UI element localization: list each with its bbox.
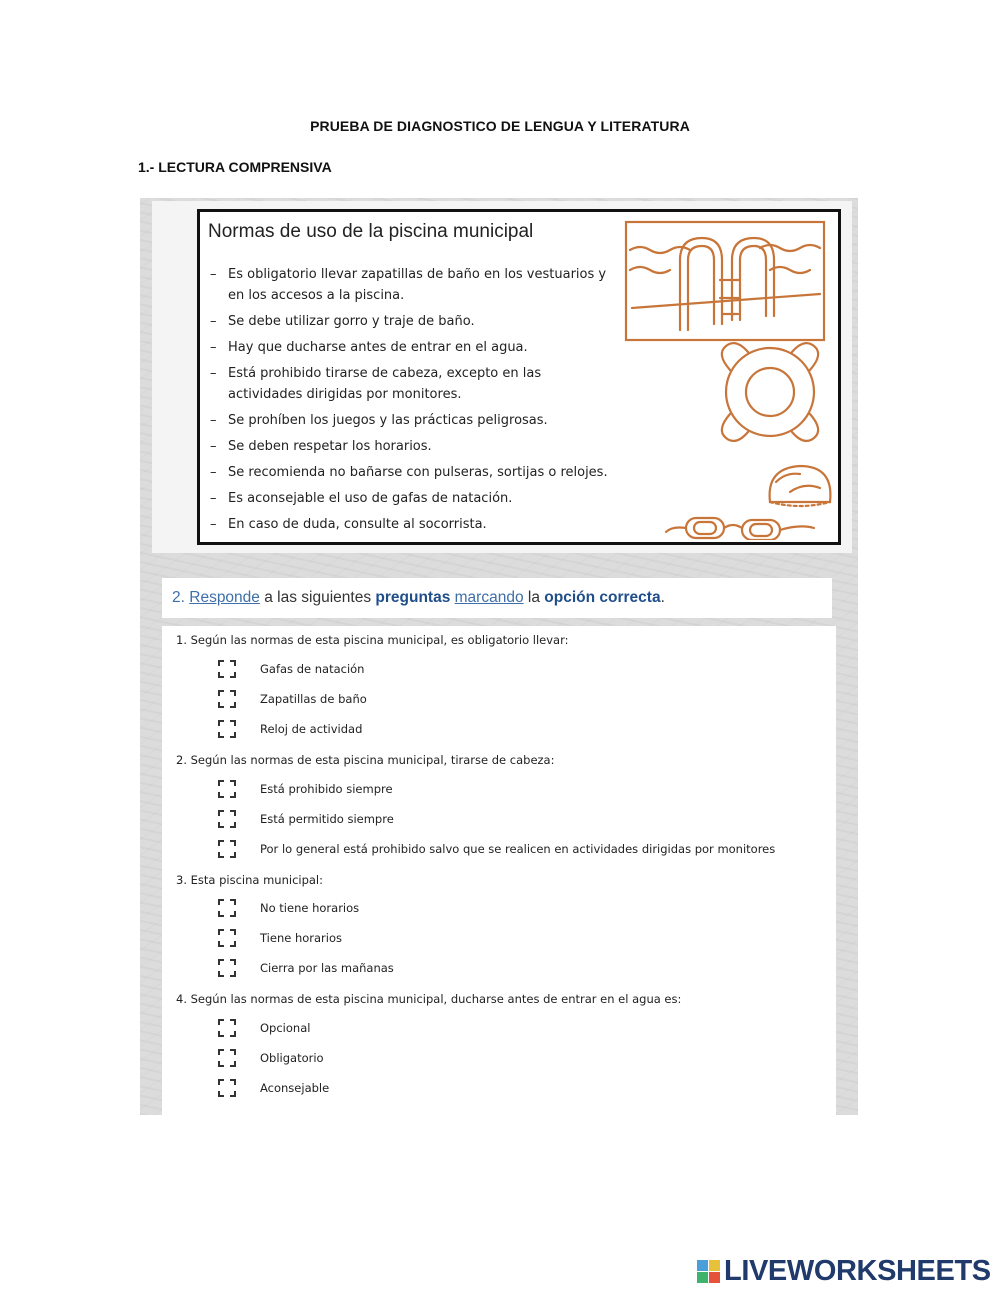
option-checkbox[interactable] xyxy=(218,690,236,708)
option-checkbox[interactable] xyxy=(218,810,236,828)
option-label: Aconsejable xyxy=(260,1081,330,1095)
question-text: 4. Según las normas de esta piscina municipal, ducharse antes de entrar en el agua es: xyxy=(176,992,682,1006)
option-label: Por lo general está prohibido salvo que se realicen en actividades dirigidas por monitores xyxy=(260,842,776,856)
rule-item: – Se deben respetar los horarios. xyxy=(208,436,608,457)
brand-name: LIVEWORKSHEETS xyxy=(724,1255,991,1287)
option-label: Está prohibido siempre xyxy=(260,782,393,796)
question-text: 3. Esta piscina municipal: xyxy=(176,873,324,887)
rule-item: – Es obligatorio llevar zapatillas de baño en los vestuarios y en los accesos a la piscina. xyxy=(208,264,608,306)
option-checkbox[interactable] xyxy=(218,899,236,917)
option-checkbox[interactable] xyxy=(218,929,236,947)
logo-tile xyxy=(697,1260,708,1271)
instructions-text: la xyxy=(527,589,540,606)
option-row[interactable] xyxy=(218,839,775,859)
option-label: Reloj de actividad xyxy=(260,722,363,736)
option-label: Gafas de natación xyxy=(260,662,365,676)
option-label: Zapatillas de baño xyxy=(260,692,367,706)
rules-list xyxy=(208,264,608,540)
liveworksheets-logo-icon xyxy=(697,1260,720,1283)
goggles-icon xyxy=(666,518,814,540)
scanned-worksheet xyxy=(140,198,858,1115)
option-row[interactable] xyxy=(218,719,362,739)
swim-cap-icon xyxy=(770,466,831,506)
option-label: Tiene horarios xyxy=(260,931,343,945)
option-checkbox[interactable] xyxy=(218,959,236,977)
rule-item: – Se debe utilizar gorro y traje de baño. xyxy=(208,311,608,332)
logo-tile xyxy=(709,1260,720,1271)
ladder-rail-icon xyxy=(680,238,722,330)
option-row[interactable] xyxy=(218,689,367,709)
pool-illustration xyxy=(620,220,840,540)
logo-tile xyxy=(697,1272,708,1283)
option-checkbox[interactable] xyxy=(218,660,236,678)
rules-box xyxy=(197,209,841,545)
instructions-word-opcion: opción correcta xyxy=(544,589,661,606)
option-row[interactable] xyxy=(218,809,394,829)
option-checkbox[interactable] xyxy=(218,1019,236,1037)
instructions-period: . xyxy=(660,589,665,606)
option-label: No tiene horarios xyxy=(260,901,360,915)
rules-title: Normas de uso de la piscina municipal xyxy=(208,221,534,242)
option-row[interactable] xyxy=(218,1078,329,1098)
question-text: 1. Según las normas de esta piscina municipal, es obligatorio llevar: xyxy=(176,633,569,647)
rule-item: – Es aconsejable el uso de gafas de natación. xyxy=(208,488,608,509)
instructions-word-responde: Responde xyxy=(189,589,260,606)
liveworksheets-brand[interactable] xyxy=(697,1255,991,1288)
instructions-number: 2. xyxy=(172,589,185,606)
rule-item: – Se prohíben los juegos y las prácticas peligrosas. xyxy=(208,410,608,431)
option-label: Cierra por las mañanas xyxy=(260,961,394,975)
option-label: Está permitido siempre xyxy=(260,812,394,826)
questions-panel xyxy=(162,626,836,1115)
life-ring-icon xyxy=(722,343,818,441)
logo-tile xyxy=(709,1272,720,1283)
option-row[interactable] xyxy=(218,779,393,799)
option-row[interactable] xyxy=(218,958,394,978)
option-row[interactable] xyxy=(218,928,342,948)
instructions-bar xyxy=(162,578,832,618)
option-label: Opcional xyxy=(260,1021,311,1035)
rules-paper xyxy=(152,201,852,553)
instructions-text: a las siguientes xyxy=(264,589,372,606)
question-text: 2. Según las normas de esta piscina municipal, tirarse de cabeza: xyxy=(176,753,555,767)
rule-item: – Hay que ducharse antes de entrar en el agua. xyxy=(208,337,608,358)
rule-item: – Está prohibido tirarse de cabeza, excepto en las actividades dirigidas por monitores. xyxy=(208,363,608,405)
rule-item: – En caso de duda, consulte al socorrista. xyxy=(208,514,608,535)
option-checkbox[interactable] xyxy=(218,840,236,858)
option-row[interactable] xyxy=(218,898,359,918)
option-checkbox[interactable] xyxy=(218,1049,236,1067)
option-checkbox[interactable] xyxy=(218,780,236,798)
option-row[interactable] xyxy=(218,1018,310,1038)
option-checkbox[interactable] xyxy=(218,720,236,738)
page-title: PRUEBA DE DIAGNOSTICO DE LENGUA Y LITERATURA xyxy=(310,118,690,134)
section-heading: 1.- LECTURA COMPRENSIVA xyxy=(138,159,332,175)
instructions-word-marcando: marcando xyxy=(454,589,524,606)
option-row[interactable] xyxy=(218,1048,324,1068)
option-label: Obligatorio xyxy=(260,1051,324,1065)
rule-item: – Se recomienda no bañarse con pulseras, sortijas o relojes. xyxy=(208,462,608,483)
option-row[interactable] xyxy=(218,659,364,679)
option-checkbox[interactable] xyxy=(218,1079,236,1097)
instructions-word-preguntas: preguntas xyxy=(375,589,451,606)
